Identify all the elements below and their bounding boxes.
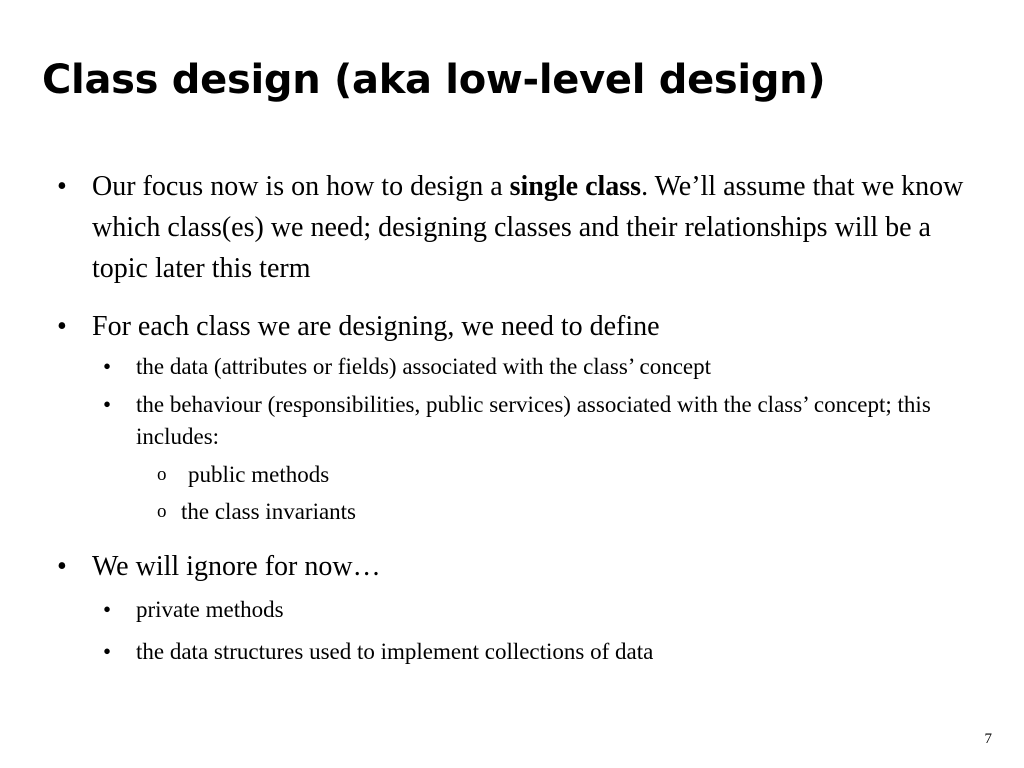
sub-bullet-text: the behaviour (responsibilities, public services) associated with the class’ concept; this includes: [136,392,931,449]
slide-number: 7 [984,731,992,747]
sub-bullet-glyph: • [103,392,112,417]
sub-bullet-text: the data (attributes or fields) associated with the class’ concept [136,354,711,379]
slide-title: Class design (aka low-level design) [42,57,826,103]
sub-bullet-glyph: • [103,597,112,622]
sub-bullet-glyph: • [103,639,112,664]
bullet-glyph: • [57,311,67,342]
bullet-text: For each class we are designing, we need to define [92,311,660,342]
bullet-text [92,166,987,289]
bullet-text: We will ignore for now… [92,551,381,582]
sub-sub-bullet-glyph: o [157,501,167,522]
bullet-glyph: • [57,171,67,202]
sub-bullet-text: the data structures used to implement collections of data [136,639,654,664]
bullet-text-rest: . We’ll assume that we know which class(es) we need; designing classes and their relationships will be a topic later this term [92,171,964,284]
sub-sub-bullet-text: public methods [188,462,330,487]
bullet-text-intro: Our focus now is on how to design a [92,171,510,202]
sub-bullet-glyph: • [103,354,112,379]
bullet-glyph: • [57,551,67,582]
emphasis-single-class: single class [509,171,642,202]
sub-sub-bullet-text: the class invariants [181,499,357,524]
sub-bullet-text: private methods [136,597,284,622]
sub-sub-bullet-glyph: o [157,464,167,485]
